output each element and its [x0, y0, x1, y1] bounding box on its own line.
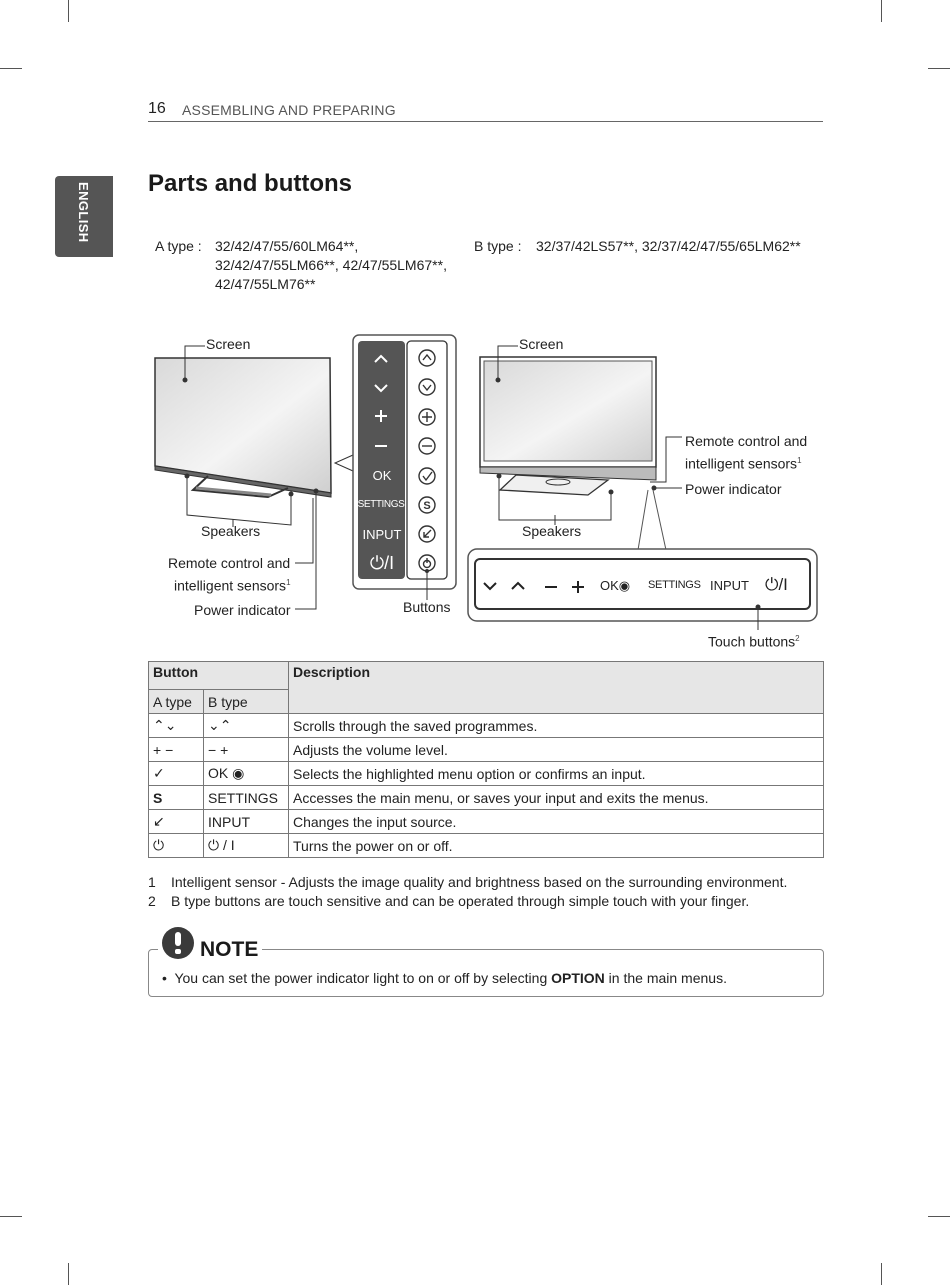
b-sensors-label-1: Remote control and	[685, 433, 808, 449]
cell-b-type: OK ◉	[204, 762, 289, 786]
language-tab-label: ENGLISH	[76, 182, 91, 243]
header-b-type: B type	[204, 690, 289, 714]
cell-b-type: ⏻ / I	[204, 834, 289, 858]
cell-a-type: ⌃⌄	[149, 714, 204, 738]
header-a-type: A type	[149, 690, 204, 714]
note-text-before: You can set the power indicator light to on or off by selecting	[174, 970, 552, 986]
header-description: Description	[289, 662, 824, 714]
panel-input-label: INPUT	[362, 527, 402, 542]
a-sensors-label-2-text: intelligent sensors	[174, 577, 287, 594]
table-row	[149, 786, 824, 810]
cell-b-type: ⌄⌃	[204, 714, 289, 738]
b-sensors-label-2	[685, 451, 802, 474]
note-title: NOTE	[200, 938, 259, 961]
b-type-block	[474, 237, 814, 257]
a-sensors-footnote-ref: 1	[286, 578, 291, 587]
language-tab	[55, 176, 113, 257]
section-name: ASSEMBLING AND PREPARING	[182, 102, 396, 118]
panel-settings-label: SETTINGS	[357, 499, 405, 510]
panel-ok-label: OK	[372, 468, 392, 483]
cell-b-type: − +	[204, 738, 289, 762]
b-screen-label: Screen	[519, 336, 564, 352]
a-type-label: A type :	[155, 238, 202, 254]
table-row	[149, 810, 824, 834]
table-row	[149, 714, 824, 738]
svg-text:S: S	[423, 500, 431, 512]
cell-description: Scrolls through the saved programmes.	[289, 714, 824, 738]
parts-figure	[148, 330, 828, 650]
note-bullet: •	[162, 970, 167, 986]
touch-footnote-ref: 2	[795, 634, 800, 643]
b-type-label: B type :	[474, 238, 522, 254]
cell-a-type: S	[149, 786, 204, 810]
footnote	[148, 892, 828, 911]
a-sensors-label-2	[174, 573, 291, 596]
note-text-after: in the main menus.	[604, 970, 727, 986]
cell-description: Adjusts the volume level.	[289, 738, 824, 762]
page-number: 16	[148, 100, 166, 117]
footnote	[148, 873, 828, 892]
crop-mark	[0, 1216, 22, 1217]
exclamation-icon	[162, 927, 194, 959]
table-row	[149, 738, 824, 762]
touch-buttons-label	[708, 629, 800, 652]
a-screen-label: Screen	[206, 336, 251, 352]
cell-description: Turns the power on or off.	[289, 834, 824, 858]
note-header	[158, 927, 262, 963]
crop-mark	[0, 68, 22, 69]
cell-description: Accesses the main menu, or saves your input and exits the menus.	[289, 786, 824, 810]
crop-mark	[881, 0, 882, 22]
footnote-text: B type buttons are touch sensitive and can be operated through simple touch with your finger.	[171, 893, 750, 909]
cell-a-type: ⏻	[149, 834, 204, 858]
table-row	[149, 762, 824, 786]
b-type-models: 32/37/42LS57**, 32/37/42/47/55/65LM62**	[536, 238, 801, 254]
footnotes	[148, 873, 828, 911]
button-table	[148, 661, 824, 858]
touch-power-label: ⏻/I	[765, 575, 788, 594]
cell-a-type: ✓	[149, 762, 204, 786]
table-header-row	[149, 662, 824, 690]
footnote-text: Intelligent sensor - Adjusts the image quality and brightness based on the surrounding environment.	[171, 874, 788, 890]
footnote-number: 1	[148, 874, 156, 890]
touch-settings-label: SETTINGS	[648, 579, 701, 591]
b-speakers-label: Speakers	[522, 523, 582, 539]
crop-mark	[928, 68, 950, 69]
a-type-block	[155, 237, 455, 297]
b-sensors-footnote-ref: 1	[797, 456, 802, 465]
a-speakers-label: Speakers	[201, 523, 261, 539]
header-button: Button	[149, 662, 289, 690]
a-power-label: Power indicator	[194, 602, 291, 618]
crop-mark	[68, 0, 69, 22]
cell-b-type: SETTINGS	[204, 786, 289, 810]
crop-mark	[928, 1216, 950, 1217]
cell-description: Selects the highlighted menu option or confirms an input.	[289, 762, 824, 786]
a-type-models-1: 32/42/47/55/60LM64**,	[215, 238, 359, 254]
crop-mark	[68, 1263, 69, 1285]
b-sensors-label-2-text: intelligent sensors	[685, 455, 798, 472]
a-type-models-2: 32/42/47/55LM66**, 42/47/55LM67**,	[215, 257, 447, 273]
touch-ok-label: OK◉	[600, 578, 631, 593]
touch-buttons-label-text: Touch buttons	[708, 633, 796, 650]
a-type-models-3: 42/47/55LM76**	[215, 276, 316, 292]
cell-a-type: + −	[149, 738, 204, 762]
note-text-bold: OPTION	[551, 970, 605, 986]
a-sensors-label-1: Remote control and	[168, 555, 291, 571]
table-row	[149, 834, 824, 858]
touch-input-label: INPUT	[710, 578, 749, 593]
note-text	[162, 970, 727, 986]
b-power-label: Power indicator	[685, 481, 782, 497]
page-header	[148, 100, 823, 122]
buttons-label: Buttons	[403, 599, 451, 615]
footnote-number: 2	[148, 893, 156, 909]
cell-a-type: ↙	[149, 810, 204, 834]
crop-mark	[881, 1263, 882, 1285]
cell-b-type: INPUT	[204, 810, 289, 834]
cell-description: Changes the input source.	[289, 810, 824, 834]
panel-power-label: ⏻/I	[369, 553, 395, 573]
page-title: Parts and buttons	[148, 170, 353, 197]
